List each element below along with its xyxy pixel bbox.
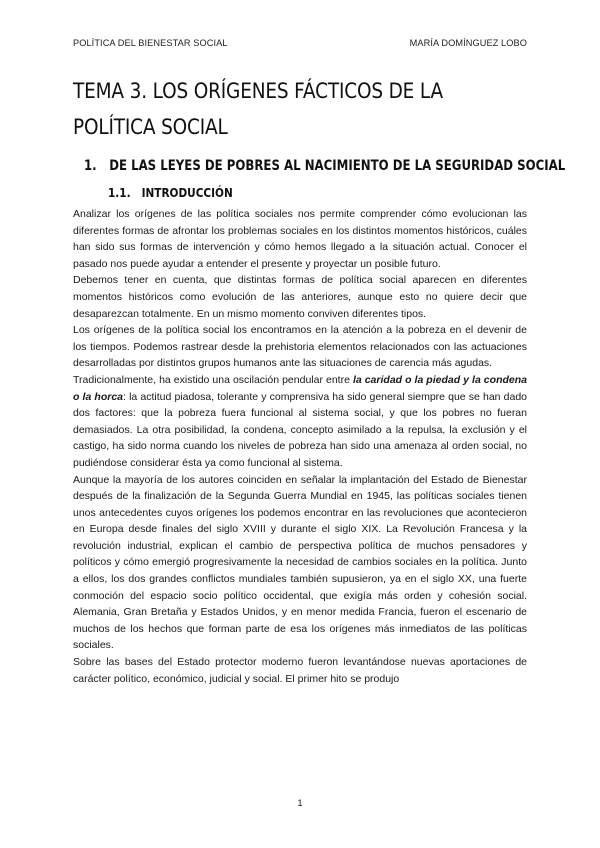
chapter-title: TEMA 3. LOS ORÍGENES FÁCTICOS DE LA POLÍTICA SOCIAL [73,79,443,140]
section-number: 1. [84,158,97,174]
paragraph-text: Tradicionalmente, ha existido una oscilación pendular entre [73,373,353,386]
subsection-title: INTRODUCCIÓN [141,185,233,200]
subsection-heading [108,185,233,201]
section-title: DE LAS LEYES DE POBRES AL NACIMIENTO DE LA SEGURIDAD SOCIAL [109,158,566,174]
emphasized-phrase: la caridad o la piedad y la condena o la horca [73,373,527,403]
page-number: 1 [297,798,303,809]
paragraph: Debemos tener en cuenta, que distintas formas de política social aparecen en diferentes momentos históricos como evolución de las anteriores, aunque esto no quiere decir que desaparezcan totalmente. En un mismo momento conviven diferentes tipos. [73,274,527,320]
paragraph-text: : la actitud piadosa, tolerante y comprensiva ha sido general siempre que se han dado dos factores: que la pobreza fuera funcional al sistema social, y que los pobres no fueran demasiados. La otra posibilidad, la condena, concepto asimilado a la repulsa, la exclusión y el castigo, ha sido norma cuando los niveles de pobreza han sido una amenaza al orden social, no pudiéndose considerar ésta ya como funcional al sistema. [73,390,527,469]
paragraph: Aunque la mayoría de los autores coinciden en señalar la implantación del Estado de Bienestar después de la finalización de la Segunda Guerra Mundial en 1945, las políticas sociales tienen unos antecedentes cuyos orígenes los podemos encontrar en las revoluciones que acontecieron en Europa desde finales del siglo XVIII y durante el siglo XIX. La Revolución Francesa y la revolución industrial, explican el cambio de perspectiva política de muchos pensadores y políticos y cómo emergió progresivamente la necesidad de cambios sociales en la política. Junto a ellos, los dos grandes conflictos mundiales también supusieron, ya en el siglo XX, una fuerte conmoción del espacio socio político occidental, que exigía más orden y cohesión social. Alemania, Gran Bretaña y Estados Unidos, y en menor medida Francia, fueron el escenario de muchos de los hechos que forman parte de esa los orígenes más inmediatos de las políticas sociales. [73,473,527,652]
page-header [73,38,527,48]
paragraph: Sobre las bases del Estado protector moderno fueron levantándose nuevas aportaciones de carácter político, económico, judicial y social. El primer hito se produjo [73,656,527,685]
paragraph: Analizar los orígenes de las política sociales nos permite comprender cómo evolucionan las diferentes formas de afrontar los problemas sociales en los distintos momentos históricos, cuáles han sido sus formas de intervención y cómo hemos llegado a la situación actual. Conocer el pasado nos puede ayudar a entender el presente y proyectar un posible futuro. [73,208,527,270]
header-author: MARÍA DOMÍNGUEZ LOBO [409,38,527,48]
subsection-number: 1.1. [108,185,131,200]
section-heading [84,157,565,175]
header-course-title: POLÍTICA DEL BIENESTAR SOCIAL [73,38,228,48]
paragraph: Los orígenes de la política social los encontramos en la atención a la pobreza en el devenir de los tiempos. Podemos rastrear desde la prehistoria elementos relacionados con las actuaciones desarrolladas por distintos grupos humanos ante las situaciones de carencia más agudas. [73,324,527,370]
paragraph [73,372,527,472]
body-text [73,206,527,687]
